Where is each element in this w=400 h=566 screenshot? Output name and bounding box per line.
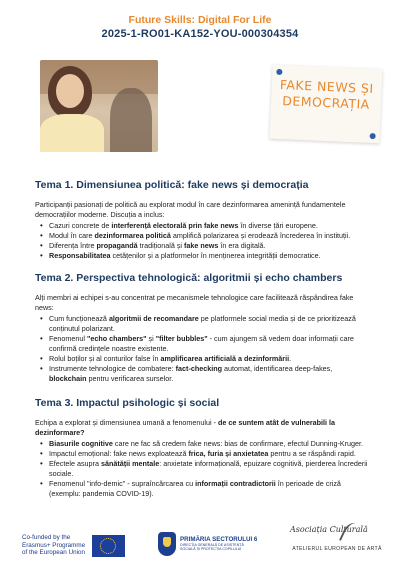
section-1-heading: Tema 1. Dimensiunea politică: fake news și democrația [35, 179, 309, 191]
section-1-intro: Participanții pasionați de politică au explorat modul în care dezinformarea amenință fundamentele democrațiilor moderne. Discuția a inclus: [35, 200, 346, 219]
section-2-heading: Tema 2. Perspectiva tehnologică: algoritmii și echo chambers [35, 272, 343, 284]
photo-second-person [110, 88, 152, 152]
section-2-intro: Alți membri ai echipei s-au concentrat pe mecanismele tehnologice care facilitează răspândirea fake news: [35, 293, 354, 312]
pin-icon [276, 69, 282, 75]
list-item: • Cazuri concrete de interferență electorală prin fake news în diverse țări europene. [35, 221, 371, 231]
note-line-2: DEMOCRAȚIA [282, 93, 371, 112]
feather-icon [339, 520, 361, 546]
primaria-subtitle: DIRECȚIA GENERALĂ DE ASISTENȚĂ SOCIALĂ ȘI PROTECȚIA COPILULUI [180, 543, 244, 552]
list-item: • Fenomenul "info-demic" - supraîncărcarea cu informații contradictorii în perioade de criză (exemplu: pandemia COVID-19). [35, 479, 371, 499]
note-line-1: FAKE NEWS ȘI [279, 76, 374, 97]
sticky-note [269, 65, 382, 144]
photo-person-shirt [40, 114, 104, 152]
project-code: 2025-1-RO01-KA152-YOU-000304354 [101, 28, 299, 40]
eu-flag-icon [92, 535, 125, 557]
pin-icon [370, 133, 376, 139]
list-item: • Modul în care dezinformarea politică amplifică polarizarea și erodează încrederea în instituții. [35, 231, 371, 241]
note-text [271, 77, 382, 114]
section-3-intro: Echipa a explorat și dimensiunea umană a fenomenului - de ce suntem atât de vulnerabili la dezinformare? [35, 418, 336, 437]
section-2-list [35, 314, 371, 384]
page-title: Future Skills: Digital For Life [128, 14, 272, 26]
list-item: • Biasurile cognitive care ne fac să credem fake news: bias de confirmare, efectul Dunning-Kruger. [35, 439, 371, 449]
list-item: • Rolul boților și al conturilor false în amplificarea artificială a dezinformării. [35, 354, 371, 364]
section-1-list [35, 221, 371, 261]
list-item: • Cum funcționează algoritmii de recomandare pe platformele social media și de ce prioritizează conținutul polarizant. [35, 314, 371, 334]
list-item: • Responsabilitatea cetățenilor și a platformelor în menținerea integrității democratice. [35, 251, 371, 261]
sector6-crest-icon [158, 532, 176, 556]
primaria-title: PRIMĂRIA SECTORULUI 6 [180, 536, 258, 543]
photo-person-face [56, 74, 84, 108]
list-item: • Fenomenul "echo chambers" și "filter bubbles" - cum ajungem să vedem doar informații care confirmă credințele noastre existente. [35, 334, 371, 354]
list-item: • Efectele asupra sănătății mentale: anxietate informațională, epuizare cognitivă, pierderea încrederii sociale. [35, 459, 371, 479]
main-content [35, 178, 371, 499]
list-item: • Instrumente tehnologice de combatere: fact-checking automat, identificarea deep-fakes, blockchain pentru verificarea surselor. [35, 364, 371, 384]
list-item: • Impactul emoțional: fake news exploatează frica, furia și anxietatea pentru a se răspândi rapid. [35, 449, 371, 459]
section-3-heading: Tema 3. Impactul psihologic și social [35, 397, 220, 409]
atelier-name: ATELIERUL EUROPEAN DE ARTĂ [292, 546, 382, 552]
eu-cofunded-text: Co-funded by the Erasmus+ Programme of the European Union [22, 534, 86, 556]
workshop-photo [40, 60, 158, 152]
association-signature: Asociația Culturală [290, 525, 368, 534]
footer-logos [0, 522, 400, 562]
list-item: • Diferența între propagandă tradițională și fake news în era digitală. [35, 241, 371, 251]
page-header [0, 14, 400, 41]
section-3-list [35, 439, 371, 499]
